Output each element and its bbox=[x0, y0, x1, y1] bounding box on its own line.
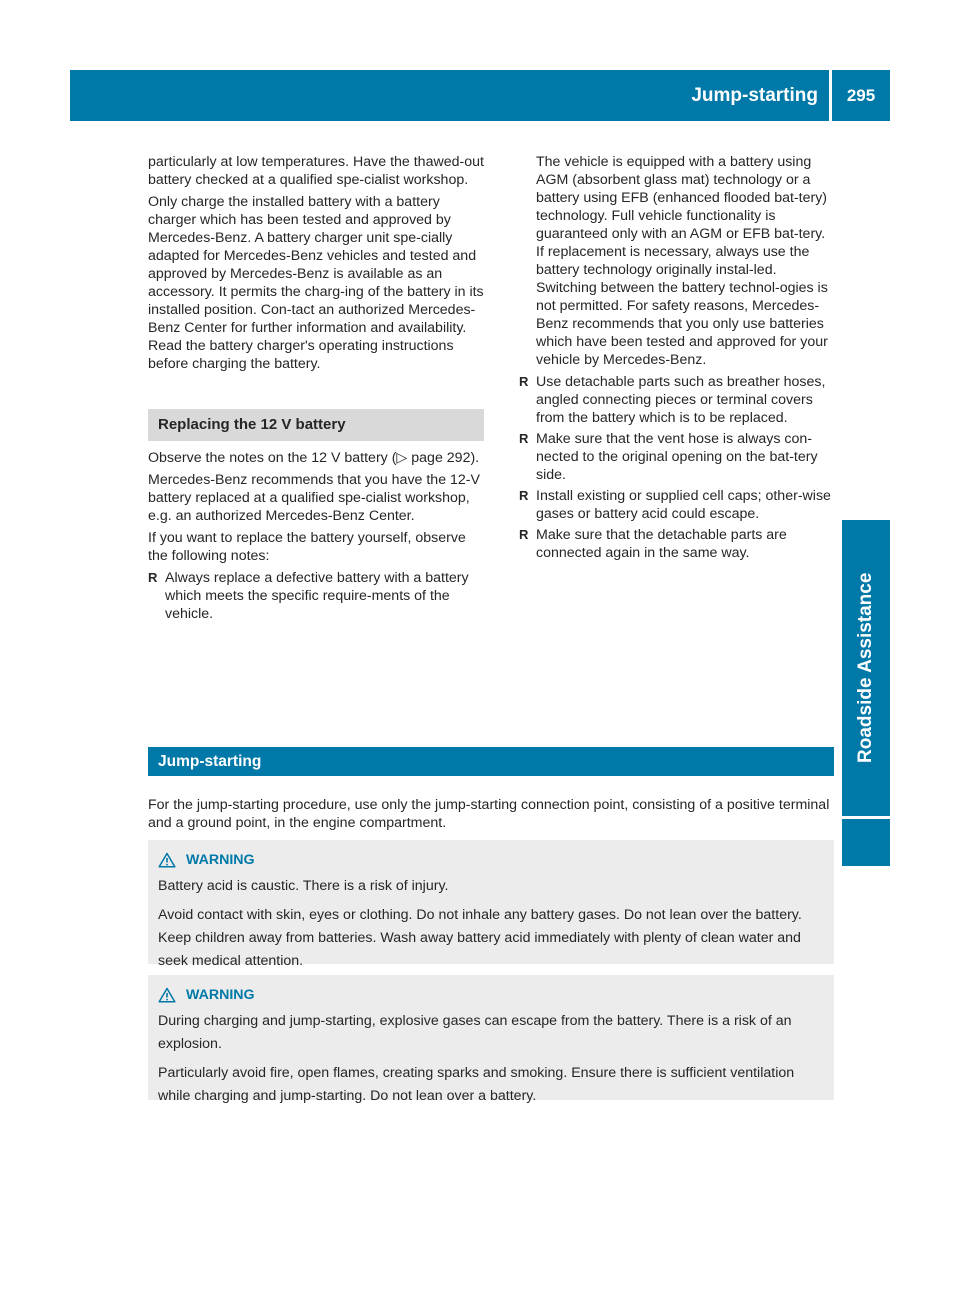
paragraph bbox=[148, 449, 484, 467]
paragraph: particularly at low temperatures. Have the thawed-out battery checked at a qualified spe-cialist workshop. bbox=[148, 154, 484, 188]
warning-triangle-icon bbox=[158, 987, 176, 1003]
list-item-text: Make sure that the vent hose is always con-nected to the original opening on the bat-tery side. bbox=[536, 431, 818, 483]
paragraph: Only charge the installed battery with a battery charger which has been tested and approved by Mercedes-Benz. A battery charger unit spe-cially adapted for Mercedes-Benz vehicles and tested and approved by Mercedes-Benz is available as an accessory. It permits the charg-ing of the battery in its installed position. Con-tact an authorized Mercedes-Benz Center for further information and availability. Read the battery charger's operating instructions before charging the battery. bbox=[148, 194, 484, 372]
list-item bbox=[519, 526, 835, 562]
list-item bbox=[148, 569, 484, 623]
list-item-text: Always replace a defective battery with a battery which meets the specific require-ments of the vehicle. bbox=[165, 570, 469, 622]
subsection-heading: Replacing the 12 V battery bbox=[148, 409, 484, 441]
paragraph: The vehicle is equipped with a battery using AGM (absorbent glass mat) technology or a battery using EFB (enhanced flooded bat-tery) technology. Full vehicle functionality is guaranteed only with an AGM or EFB bat-tery. If replacement is necessary, always use the battery technology originally instal-led. Switching between the battery technol-ogies is not permitted. For safety reasons, Mercedes-Benz recommends that you only use batteries which have been tested and approved for your vehicle by Mercedes-Benz. bbox=[536, 154, 828, 368]
warning-label: WARNING bbox=[186, 851, 255, 868]
header-title: Jump-starting bbox=[691, 85, 818, 106]
bullet-icon: R bbox=[519, 374, 529, 389]
paragraph: Mercedes-Benz recommends that you have the 12-V battery replaced at a qualified spe-cialist workshop, e.g. an authorized Mercedes-Benz Center. bbox=[148, 472, 480, 524]
left-column bbox=[148, 153, 484, 626]
bullet-icon: R bbox=[519, 488, 529, 503]
warning-text: Particularly avoid fire, open flames, creating sparks and smoking. Ensure there is sufficient ventilation while charging and jump-starting. Do not lean over a battery. bbox=[158, 1065, 795, 1104]
paragraph: If you want to replace the battery yourself, observe the following notes: bbox=[148, 530, 466, 564]
warning-header bbox=[158, 983, 824, 1007]
list-item bbox=[519, 373, 835, 427]
right-column bbox=[519, 153, 835, 565]
bullet-list bbox=[519, 373, 835, 562]
warning-box bbox=[148, 840, 834, 969]
page-number: 295 bbox=[846, 86, 876, 105]
bullet-icon: R bbox=[519, 431, 529, 446]
side-tab-label: Roadside Assistance bbox=[855, 572, 876, 764]
warning-header bbox=[158, 848, 824, 872]
list-item-text: Install existing or supplied cell caps; other-wise gases or battery acid could escape. bbox=[536, 488, 831, 522]
warning-text: Battery acid is caustic. There is a risk of injury. bbox=[158, 878, 449, 894]
bullet-icon: R bbox=[519, 527, 529, 542]
section-heading: Jump-starting bbox=[148, 747, 834, 776]
list-item-text: Make sure that the detachable parts are connected again in the same way. bbox=[536, 527, 787, 561]
cross-reference-text[interactable]: Observe the notes on the 12 V battery (▷ page 292). bbox=[148, 450, 480, 466]
list-item bbox=[519, 430, 835, 484]
section-intro: For the jump-starting procedure, use only the jump-starting connection point, consisting of a positive terminal and a ground point, in the engine compartment. bbox=[148, 797, 830, 831]
bullet-list bbox=[148, 569, 484, 623]
list-item bbox=[519, 487, 835, 523]
warning-text: Avoid contact with skin, eyes or clothing. Do not inhale any battery gases. Do not lean over the battery. Keep children away from batteries. Wash away battery acid immediately with plenty of clean water and seek medical attention. bbox=[158, 907, 802, 969]
side-tab-divider bbox=[842, 816, 890, 819]
bullet-icon: R bbox=[148, 570, 158, 585]
page-header bbox=[70, 70, 890, 121]
warning-text: During charging and jump-starting, explosive gases can escape from the battery. There is a risk of an explosion. bbox=[158, 1013, 792, 1052]
warning-triangle-icon bbox=[158, 852, 176, 868]
list-item-text: Use detachable parts such as breather hoses, angled connecting pieces or terminal covers from the battery which is to be replaced. bbox=[536, 374, 826, 426]
warning-box bbox=[148, 975, 834, 1104]
warning-label: WARNING bbox=[186, 986, 255, 1003]
